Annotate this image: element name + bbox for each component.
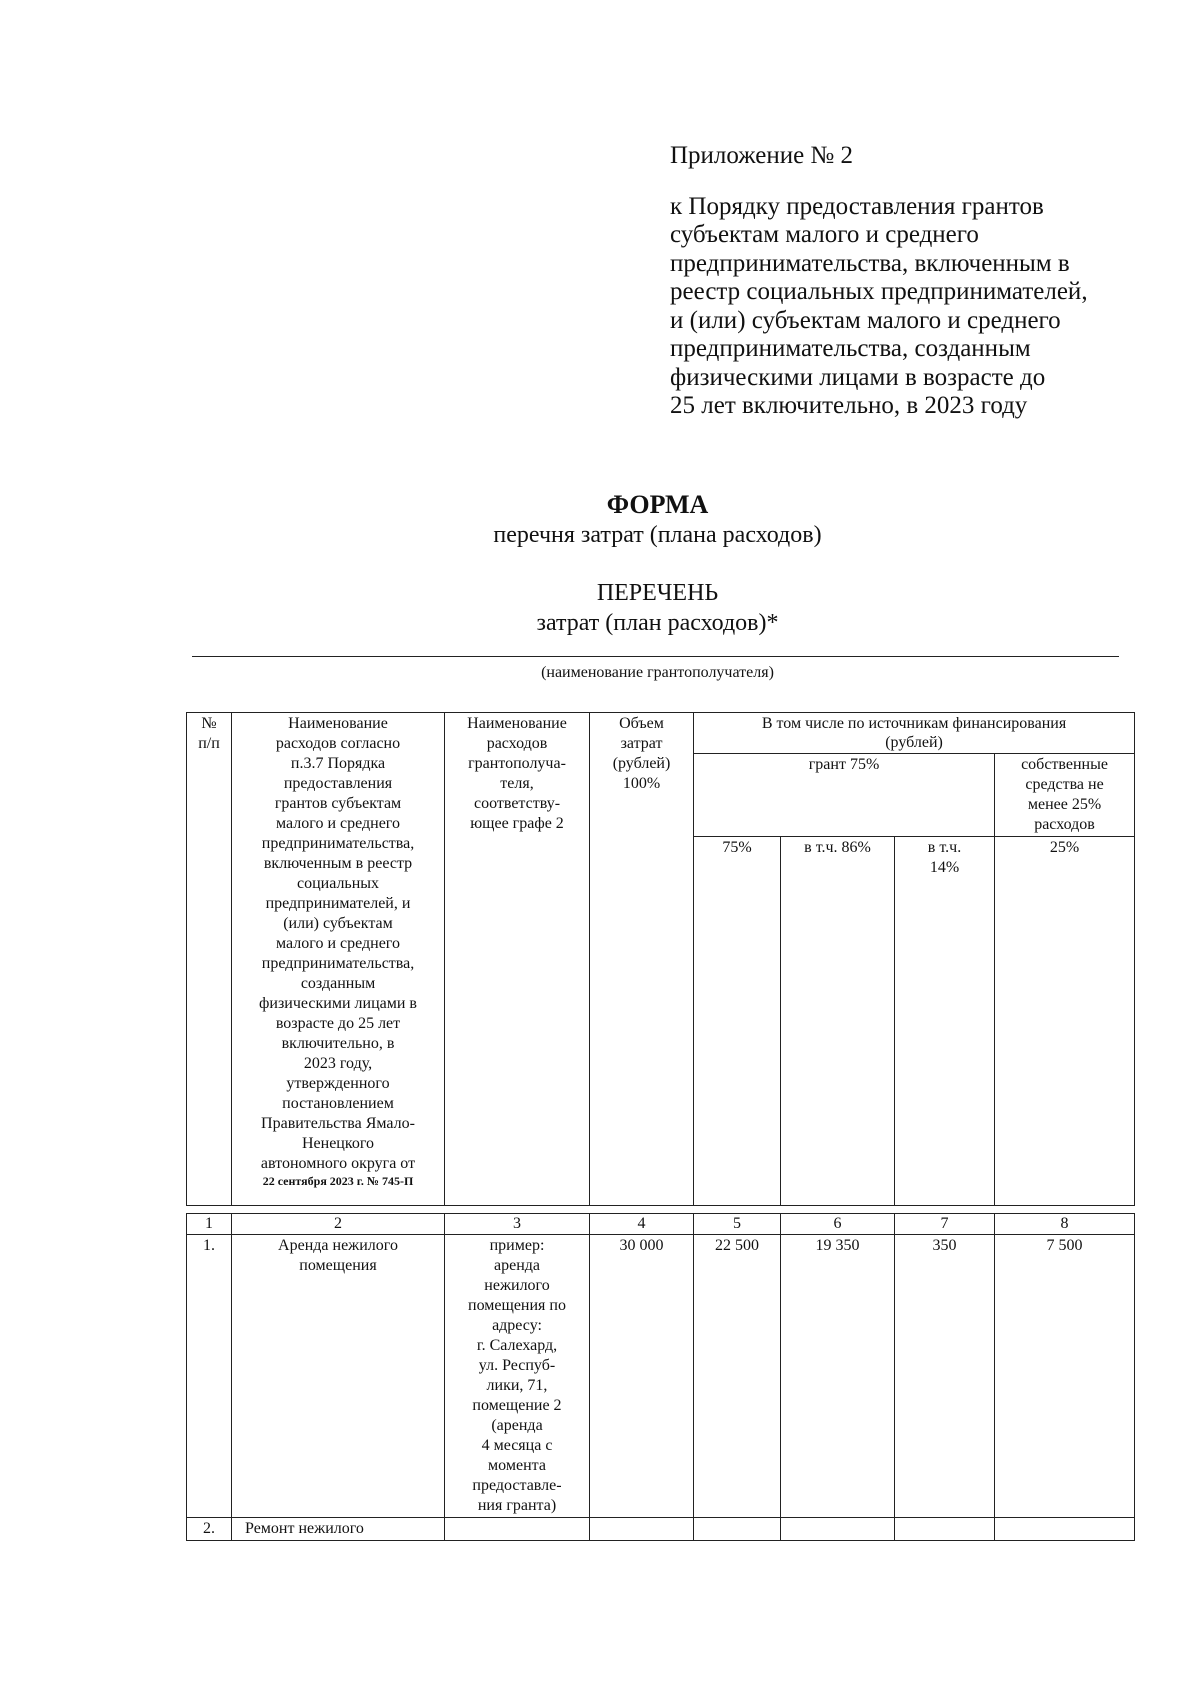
row-grantee-expense	[445, 1518, 590, 1541]
text-line: средства не	[1025, 776, 1104, 793]
text-line: ул. Респуб-	[478, 1357, 556, 1374]
header-sub-14	[895, 837, 995, 1206]
row-grantee-lines	[448, 1236, 586, 1516]
text-line: аренда	[493, 1257, 540, 1274]
text-line: Ненецкого	[301, 1135, 374, 1152]
header-text: (рублей)	[885, 734, 943, 751]
header-col-grantee-name	[445, 713, 590, 1206]
column-numbers-row	[187, 1214, 1135, 1235]
header-col-num	[187, 713, 232, 1206]
text-line: утвержденного	[286, 1075, 390, 1092]
col-number: 6	[781, 1214, 895, 1235]
text-line: затрат	[620, 735, 663, 752]
text-line: помещения по	[468, 1297, 566, 1314]
header-sub-25: 25%	[995, 837, 1135, 1206]
header-table	[186, 712, 1135, 1206]
col-number: 1	[187, 1214, 232, 1235]
grantee-caption: (наименование грантополучателя)	[541, 664, 774, 681]
text-line: Наименование	[288, 715, 388, 732]
row-grant-75	[694, 1518, 781, 1541]
row-total	[590, 1518, 694, 1541]
col-number: 7	[895, 1214, 995, 1235]
text-line: предпринимательства,	[261, 955, 415, 972]
table-row	[187, 1235, 1135, 1518]
header-grant: грант 75%	[694, 754, 995, 837]
text-line: (или) субъектам	[283, 915, 393, 932]
row-own-25: 7 500	[995, 1235, 1135, 1518]
text-line: лики, 71,	[486, 1377, 548, 1394]
row-expense-name	[232, 1518, 445, 1541]
list-title: ПЕРЕЧЕНЬ	[596, 580, 719, 606]
text-line: 4 месяца с	[481, 1437, 553, 1454]
header-text: В том числе по источникам финансирования	[761, 715, 1067, 732]
text-line: 2023 году,	[303, 1055, 373, 1072]
text-line: расходов	[1034, 816, 1095, 833]
text-line: г. Салехард,	[476, 1337, 558, 1354]
table-row	[187, 1518, 1135, 1541]
text-line: (аренда	[491, 1417, 543, 1434]
appendix-text	[670, 193, 1140, 421]
row-grant-14: 350	[895, 1235, 995, 1518]
header-col-grantee-lines	[448, 714, 586, 834]
appendix-line: к Порядку предоставления грантов	[670, 192, 1044, 220]
row-grant-75: 22 500	[694, 1235, 781, 1518]
row-grantee-expense	[445, 1235, 590, 1518]
text-line: грантополуча-	[468, 755, 566, 772]
appendix-line: предпринимательства, созданным	[670, 335, 1031, 362]
text-line: адресу:	[492, 1317, 542, 1334]
text-line: предоставления	[283, 775, 393, 792]
text-line: ния гранта)	[477, 1497, 557, 1514]
text-line: малого и среднего	[276, 935, 400, 952]
text-line: (рублей)	[612, 755, 671, 772]
header-text: 14%	[929, 859, 960, 876]
text-line: расходов	[486, 735, 548, 752]
header-sources	[694, 713, 1135, 754]
text-line: грантов субъектам	[274, 795, 402, 812]
text-line: автономного округа от	[260, 1155, 416, 1172]
header-col-total-lines	[593, 714, 690, 794]
text-line: расходов согласно	[275, 735, 401, 752]
row-text: помещения	[299, 1257, 377, 1274]
appendix-line: 25 лет включительно, в 2023 году	[670, 392, 1028, 419]
header-sub-86: в т.ч. 86%	[781, 837, 895, 1206]
text-line: предоставле-	[472, 1477, 562, 1494]
header-col-total	[590, 713, 694, 1206]
body-table	[186, 1213, 1135, 1541]
text-line: Объем	[619, 715, 664, 732]
header-sub-75: 75%	[694, 837, 781, 1206]
text-line: менее 25%	[1027, 796, 1102, 813]
header-text: №	[201, 715, 217, 732]
text-line: физическими лицами в	[259, 995, 417, 1012]
row-num: 1.	[187, 1235, 232, 1518]
row-own-25	[995, 1518, 1135, 1541]
text-line: пример:	[489, 1237, 545, 1254]
text-line: помещение 2	[472, 1397, 562, 1414]
header-text: п/п	[198, 735, 220, 752]
header-col-name	[232, 713, 445, 1206]
row-text: Ремонт нежилого	[245, 1520, 364, 1537]
header-own-funds	[995, 754, 1135, 837]
header-col-name-lines	[235, 714, 441, 1174]
row-grant-86	[781, 1518, 895, 1541]
text-line: предпринимательства,	[261, 835, 415, 852]
text-line: социальных	[296, 875, 380, 892]
col-number: 3	[445, 1214, 590, 1235]
text-line: предпринимателей, и	[265, 895, 411, 912]
appendix-line: физическими лицами в возрасте до	[670, 363, 1046, 391]
text-line: Наименование	[467, 715, 567, 732]
text-line: возрасте до 25 лет	[275, 1015, 401, 1032]
header-own-lines	[998, 755, 1131, 835]
text-line: Правительства Ямало-	[261, 1115, 415, 1132]
appendix-block	[670, 142, 1140, 421]
header-text: в т.ч.	[927, 839, 962, 856]
row-total: 30 000	[590, 1235, 694, 1518]
text-line: собственные	[1021, 756, 1108, 773]
row-expense-name	[232, 1235, 445, 1518]
row-num: 2.	[187, 1518, 232, 1541]
list-subtitle: затрат (план расходов)*	[536, 610, 779, 636]
appendix-number: Приложение № 2	[670, 142, 854, 169]
row-text: Аренда нежилого	[278, 1237, 398, 1254]
text-line: соответству-	[473, 795, 561, 812]
row-grant-86: 19 350	[781, 1235, 895, 1518]
text-line: малого и среднего	[276, 815, 400, 832]
appendix-line: субъектам малого и среднего	[670, 221, 979, 248]
text-line: п.3.7 Порядка	[290, 755, 386, 772]
appendix-line: и (или) субъектам малого и среднего	[670, 306, 1061, 334]
text-line: включительно, в	[281, 1035, 395, 1052]
appendix-line: предпринимательства, включенным в	[670, 249, 1070, 277]
appendix-line: реестр социальных предпринимателей,	[670, 278, 1088, 305]
col-number: 8	[995, 1214, 1135, 1235]
text-line: теля,	[500, 775, 534, 792]
grantee-name-line	[192, 656, 1119, 657]
text-line: постановлением	[282, 1095, 394, 1112]
header-col-name-date: 22 сентября 2023 г. № 745-П	[262, 1174, 414, 1188]
col-number: 2	[232, 1214, 445, 1235]
text-line: созданным	[300, 975, 376, 992]
form-subtitle: перечня затрат (плана расходов)	[493, 522, 822, 548]
text-line: ющее графе 2	[470, 815, 564, 832]
text-line: нежилого	[484, 1277, 550, 1294]
form-title: ФОРМА	[606, 490, 709, 519]
text-line: включенным в реестр	[263, 855, 413, 872]
col-number: 4	[590, 1214, 694, 1235]
row-grant-14	[895, 1518, 995, 1541]
text-line: 100%	[622, 775, 661, 792]
text-line: момента	[488, 1457, 546, 1474]
col-number: 5	[694, 1214, 781, 1235]
